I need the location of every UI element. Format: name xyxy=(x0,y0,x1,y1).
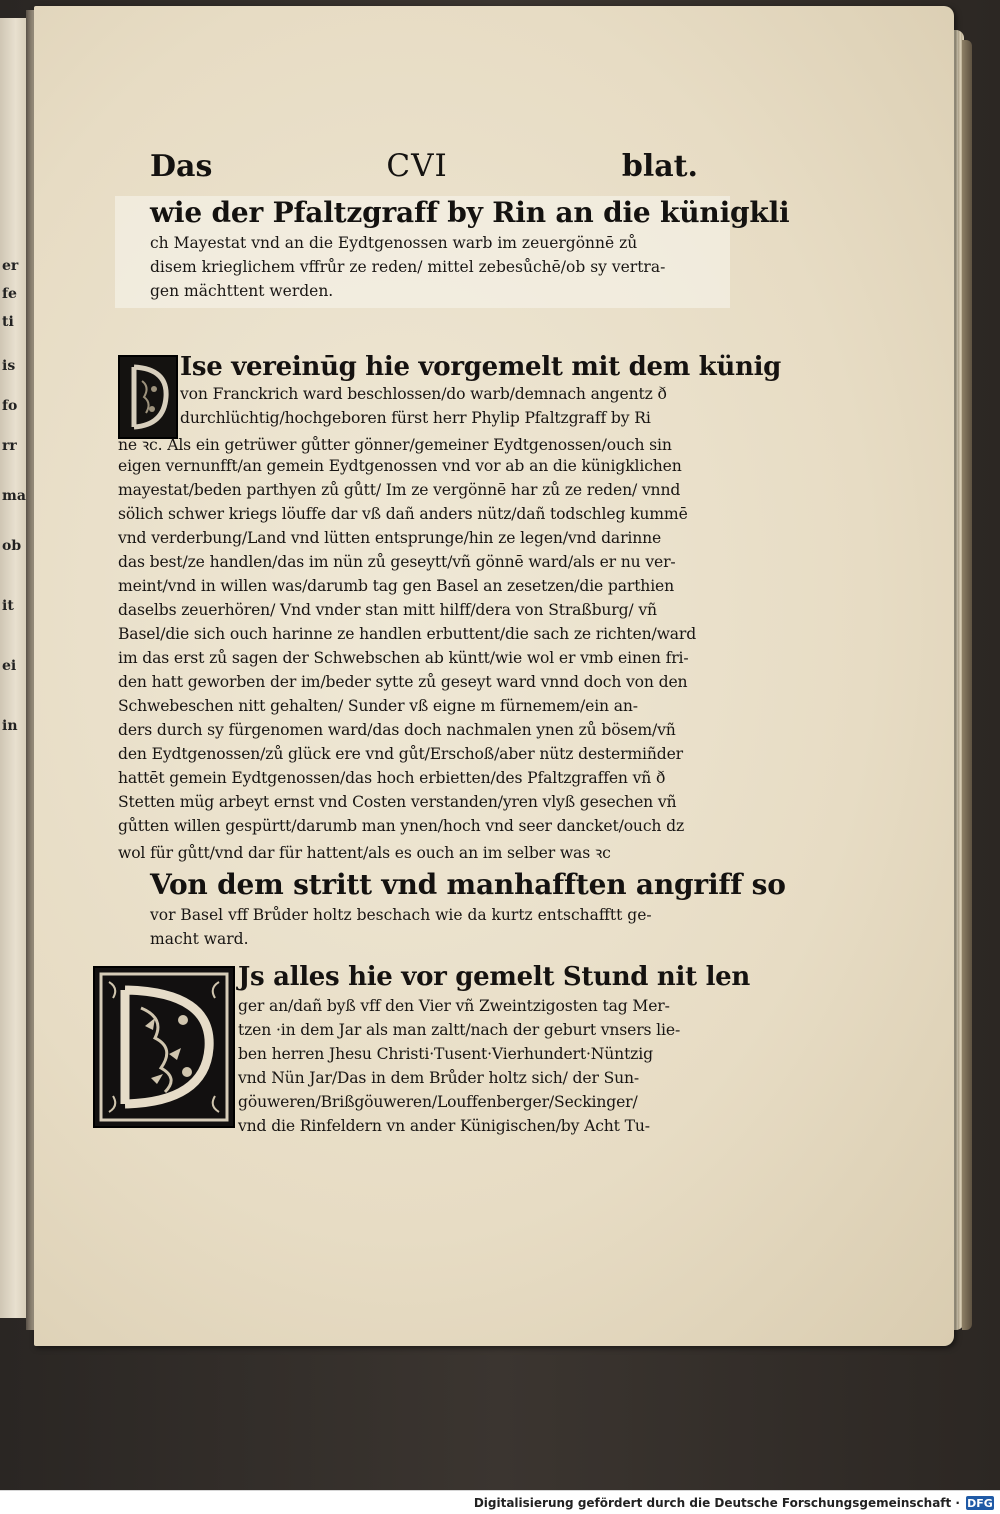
body-line: ben herren Jhesu Christi·Tusent·Vierhundert·Nüntzig xyxy=(238,1045,653,1063)
chapter2-title: Von dem stritt vnd manhafften angriff so xyxy=(150,868,786,901)
left-page-fragment: in xyxy=(2,718,18,734)
body-line: von Franckrich ward beschlossen/do warb/demnach angentz ð xyxy=(180,385,667,403)
book-cover-edge xyxy=(962,40,972,1330)
body-line: hattēt gemein Eydtgenossen/das hoch erbietten/des Pfaltzgraffen vñ ð xyxy=(118,769,666,787)
body-line: sölich schwer kriegs löuffe dar vß dañ anders nütz/dañ todschleg kummē xyxy=(118,505,688,523)
left-page-fragment: fo xyxy=(2,398,18,414)
body-line: vnd Nün Jar/Das in dem Brůder holtz sich/ der Sun- xyxy=(238,1069,640,1087)
chapter2-first-line: Js alles hie vor gemelt Stund nit len xyxy=(238,962,750,992)
body-line: Stetten müg arbeyt ernst vnd Costen verstanden/yren vlyß gesechen vñ xyxy=(118,793,677,811)
dfg-logo-icon: DFG xyxy=(967,1496,993,1510)
chapter2-title-line: vor Basel vff Brůder holtz beschach wie da kurtz entschafftt ge- xyxy=(150,906,652,924)
left-page-fragment: ei xyxy=(2,658,17,674)
chapter1-title-line: disem krieglichem vffrůr ze reden/ mittel zebesůchē/ob sy vertra- xyxy=(150,258,666,276)
body-line: göuweren/Brißgöuweren/Louffenberger/Seckinger/ xyxy=(238,1093,638,1111)
digitization-footer xyxy=(0,1490,1000,1514)
body-line: mayestat/beden parthyen zů gůtt/ Im ze vergönnē har zů ze reden/ vnnd xyxy=(118,481,681,499)
body-line: ne ꝛc. Als ein getrüwer gůtter gönner/gemeiner Eydtgenossen/ouch sin xyxy=(118,436,672,454)
body-line: eigen vernunfft/an gemein Eydtgenossen vnd vor ab an die künigklichen xyxy=(118,457,682,475)
left-page-fragment: it xyxy=(2,598,14,614)
body-line: gůtten willen gespürtt/darumb man ynen/hoch vnd seer dancket/ouch dz xyxy=(118,817,685,835)
left-page-fragment: ma xyxy=(2,488,26,504)
body-line: ders durch sy fürgenomen ward/das doch nachmalen ynen zů bösem/vñ xyxy=(118,721,676,739)
running-head-left: Das xyxy=(150,149,213,184)
left-page-fragment: rr xyxy=(2,438,17,454)
chapter1-title-line: ch Mayestat vnd an die Eydtgenossen warb im zeuergönnē zů xyxy=(150,234,638,252)
initial-ornament-icon xyxy=(120,357,176,437)
chapter1-title-line: gen mächttent werden. xyxy=(150,282,334,300)
body-line: wol für gůtt/vnd dar für hattent/als es ouch an im selber was ꝛc xyxy=(118,844,611,862)
chapter2-title-line: macht ward. xyxy=(150,930,249,948)
left-page-fragment: fe xyxy=(2,286,17,302)
chapter1-title: wie der Pfaltzgraff by Rin an die künigkli xyxy=(150,196,790,229)
body-line: meint/vnd in willen was/darumb tag gen Basel an zesetzen/die parthien xyxy=(118,577,675,595)
running-head xyxy=(150,148,698,192)
folio-number: CVI xyxy=(386,148,448,184)
decorated-initial-d xyxy=(118,355,178,439)
woodcut-ornament-icon xyxy=(95,968,233,1126)
previous-page-edge xyxy=(0,18,27,1318)
woodcut-initial-d xyxy=(93,966,235,1128)
left-page-fragment: ti xyxy=(2,314,14,330)
body-line: durchlüchtig/hochgeboren fürst herr Phylip Pfaltzgraff by Ri xyxy=(180,409,651,427)
footer-credit-text: Digitalisierung gefördert durch die Deutsche Forschungsgemeinschaft · xyxy=(473,1496,960,1510)
running-head-right: blat. xyxy=(621,149,698,184)
left-page-fragment: is xyxy=(2,358,16,374)
body-line: Schwebeschen nitt gehalten/ Sunder vß eigne m fürnemem/ein an- xyxy=(118,697,638,715)
body-line: das best/ze handlen/das im nün zů geseytt/vñ gönnē ward/als er nu ver- xyxy=(118,553,676,571)
left-page-fragment: er xyxy=(2,258,19,274)
body-line: vnd die Rinfeldern vn ander Künigischen/by Acht Tu- xyxy=(238,1117,650,1135)
left-page-fragment: ob xyxy=(2,538,22,554)
body-line: Basel/die sich ouch harinne ze handlen erbuttent/die sach ze richten/ward xyxy=(118,625,697,643)
body-line: im das erst zů sagen der Schwebschen ab küntt/wie wol er vmb einen fri- xyxy=(118,649,689,667)
body-line: daselbs zeuerhören/ Vnd vnder stan mitt hilff/dera von Straßburg/ vñ xyxy=(118,601,657,619)
body-line: den Eydtgenossen/zů glück ere vnd gůt/Erschoß/aber nütz destermiñder xyxy=(118,745,683,763)
body-line: ger an/dañ byß vff den Vier vñ Zweintzigosten tag Mer- xyxy=(238,997,670,1015)
body-line: vnd verderbung/Land vnd lütten entsprunge/hin ze legen/vnd darinne xyxy=(118,529,662,547)
chapter1-first-line: Ise vereinūg hie vorgemelt mit dem künig xyxy=(180,352,782,382)
body-line: den hatt geworben der im/beder sytte zů geseyt ward vnnd doch von den xyxy=(118,673,688,691)
body-line: tzen ·in dem Jar als man zaltt/nach der geburt vnsers lie- xyxy=(238,1021,681,1039)
